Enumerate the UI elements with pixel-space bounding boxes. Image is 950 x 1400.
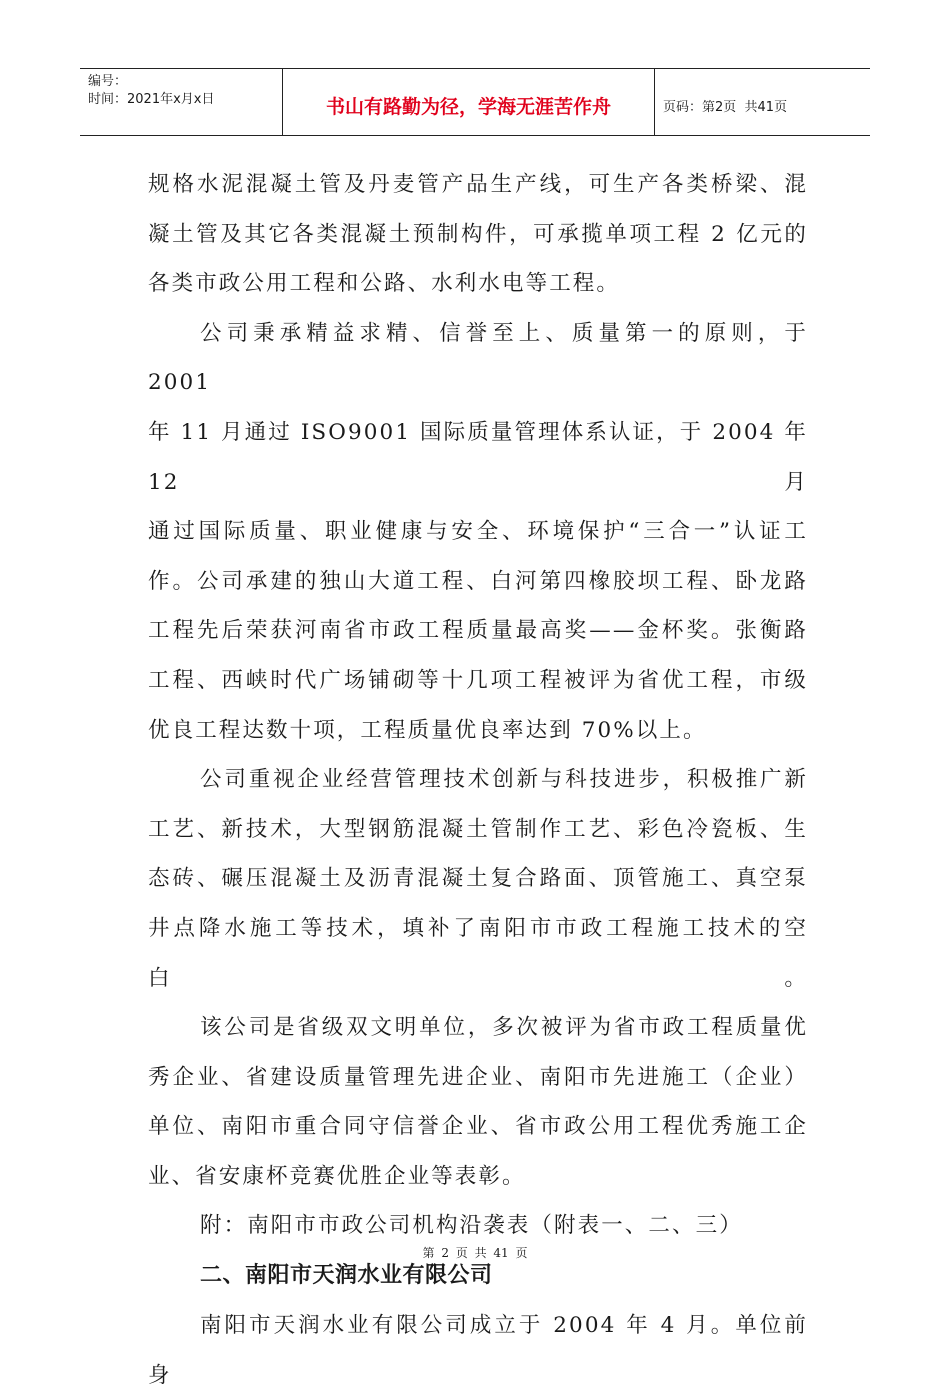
page-header — [80, 68, 870, 136]
body-line: 凝土管及其它各类混凝土预制构件，可承揽单项工程 2 亿元的 — [148, 221, 808, 247]
time-label: 时间：2021年x月x日 — [88, 92, 215, 107]
body-line: 业、省安康杯竞赛优胜企业等表彰。 — [148, 1163, 526, 1189]
body-line: 公司重视企业经营管理技术创新与科技进步，积极推广新 — [200, 767, 808, 793]
header-meta — [80, 69, 283, 135]
appendix-note: 附：南阳市市政公司机构沿袭表（附表一、二、三） — [200, 1213, 743, 1239]
body-line: 工程、西峡时代广场铺砌等十几项工程被评为省优工程，市级 — [148, 667, 808, 693]
body-line: 南阳市天润水业有限公司成立于 2004 年 4 月。单位前身 — [148, 1313, 808, 1388]
document-body — [148, 160, 808, 1400]
body-line: 通过国际质量、职业健康与安全、环境保护“三合一”认证工 — [148, 519, 808, 545]
body-line: 该公司是省级双文明单位，多次被评为省市政工程质量优 — [200, 1015, 808, 1041]
body-line: 秀企业、省建设质量管理先进企业、南阳市先进施工（企业） — [148, 1064, 808, 1090]
section-heading: 二、南阳市天润水业有限公司 — [200, 1263, 493, 1289]
body-line: 各类市政公用工程和公路、水利水电等工程。 — [148, 271, 621, 297]
header-motto: 书山有路勤为径，学海无涯苦作舟 — [283, 69, 655, 135]
header-page-info: 页码：第2页 共41页 — [663, 99, 788, 115]
page-footer: 第 2 页 共 41 页 — [422, 1246, 528, 1260]
body-line: 年 11 月通过 ISO9001 国际质量管理体系认证，于 2004 年 12 月 — [148, 419, 808, 495]
body-line: 公司秉承精益求精、信誉至上、质量第一的原则，于 2001 — [148, 320, 808, 396]
body-line: 工艺、新技术，大型钢筋混凝土管制作工艺、彩色冷瓷板、生 — [148, 816, 808, 842]
body-line: 单位、南阳市重合同守信誉企业、省市政公用工程优秀施工企 — [148, 1114, 808, 1140]
body-line: 工程先后荣获河南省市政工程质量最高奖——金杯奖。张衡路 — [148, 618, 808, 644]
body-line: 作。公司承建的独山大道工程、白河第四橡胶坝工程、卧龙路 — [148, 568, 808, 594]
body-line: 井点降水施工等技术，填补了南阳市市政工程施工技术的空白。 — [148, 915, 808, 991]
number-label: 编号： — [88, 74, 128, 89]
body-line: 规格水泥混凝土管及丹麦管产品生产线，可生产各类桥梁、混 — [148, 172, 808, 197]
body-line: 优良工程达数十项，工程质量优良率达到 70%以上。 — [148, 717, 707, 743]
body-line: 态砖、碾压混凝土及沥青混凝土复合路面、顶管施工、真空泵 — [148, 866, 808, 892]
